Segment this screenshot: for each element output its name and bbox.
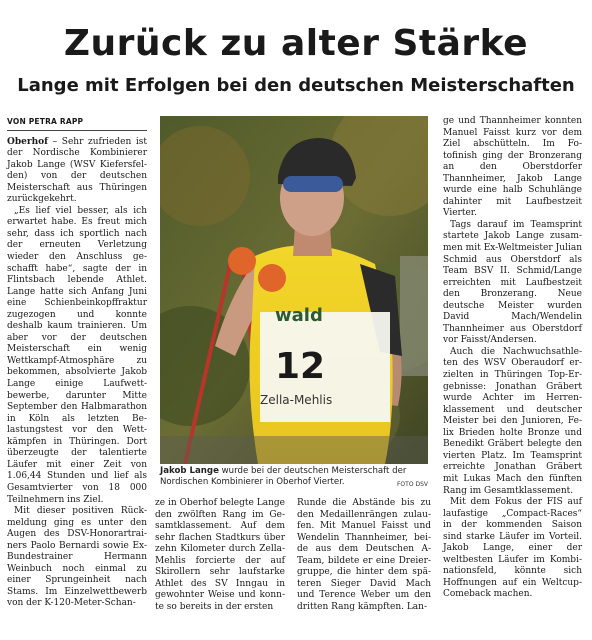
caption-text: wurde bei der deutschen Meisterschaft der Nordischen Kombinierer in Oberhof Vierter. bbox=[160, 466, 407, 487]
caption-name: Jakob Lange bbox=[160, 466, 219, 476]
paragraph: Mit dieser positiven Rückmeldung ging es unter den Augen des DSV-Honorartrainers Paolo Bernardi sowie Ex-Bundestrainer Hermann Weinbuch noch einmal zu einer Sprungeinheit nach Stams. Im Einzelwettbewerb von der K-120-Meter-Schan- bbox=[7, 506, 147, 609]
photo-caption bbox=[160, 466, 428, 490]
photo-credit: FOTO DSV bbox=[396, 481, 428, 488]
paragraph: „Es lief viel besser, als ich erwartet habe. Es freut mich sehr, dass ich sportlich nach der erneuten Verletzung wieder den Anschluss geschafft habe“, sagte der in Flintsbach lebende Athlet. Lange hatte sich Anfang Juni eine Schienbeinkopffraktur zugezogen und konnte deshalb kaum trainieren. Um aber vor der deutschen Meisterschaft ein wenig Wettkampf-Atmosphäre zu bekommen, absolvierte Jakob Lange einige Laufwettbewerbe, darunter Mitte September den Halbmarathon in Köln als letzten Belastungstest vor den Wettkämpfen in Thüringen. Dort überzeugte der talentierte Läufer mit einer Zeit von 1.06,44 Stunden und lief als Gesamtvierter von 18 000 Teilnehmern ins Ziel. bbox=[7, 205, 147, 505]
paragraph: ge und Thannheimer konnten Manuel Faisst kurz vor dem Ziel abschütteln. Im Fotofinish ging der Bronzerang an den Oberstdorfer Thannheimer, Jakob Lange wurde eine halb Schuhlänge dahinter mit Laufbestzeit Vierter. bbox=[443, 116, 582, 219]
paragraph: ze in Oberhof belegte Lange den zwölften Rang im Gesamtklassement. Auf dem sehr flachen Stadtkurs über zehn Kilometer durch Zella-Mehlis forcierte der auf Skirollern sehr laufstarke Athlet des SV Inngau in gewohnter Weise und konnte so bereits in der ersten bbox=[155, 498, 285, 612]
paragraph: Runde die Abstände bis zu den Medaillenrängen zulaufen. Mit Manuel Faisst und Wendelin Thannheimer, beide aus dem Deutschen A-Team, bildete er eine Dreiergruppe, die hinter dem späteren Sieger David Mach und Terence Weber um den dritten Rang kämpften. Lan- bbox=[297, 498, 431, 612]
paragraph: Auch die Nachwuchsathleten des WSV Oberaudorf erzielten in Thüringen Top-Ergebnisse: Jonathan Gräbert wurde Achter im Herrenklassement und deutscher Meister bei den Junioren, Felix Brieden holte Bronze und Benedikt Gräbert belegte den vierten Platz. Im Teamsprint erreichte Jonathan Gräbert mit Lukas Mach den fünften Rang im Gesamtklassement. bbox=[443, 346, 582, 496]
paragraph: Mit dem Fokus der FIS auf laufastige „Compact-Races“ in der kommenden Saison sind starke Läufer im Vorteil. Jakob Lange, einer der weltbesten Läufer im Kombinationsfeld, könnte sich Hoffnungen auf ein Weltcup-Comeback machen. bbox=[443, 497, 582, 600]
lead-text: – Sehr zufrieden ist der Nordische Kombinierer Jakob Lange (WSV Kiefersfelden) von der deutschen Meisterschaft aus Thüringen zurückgekehrt. bbox=[7, 136, 147, 205]
article-column-2 bbox=[155, 498, 285, 613]
byline: VON PETRA RAPP bbox=[7, 116, 147, 131]
article-column-4 bbox=[443, 116, 582, 601]
article-column-3 bbox=[297, 498, 431, 613]
dateline: Oberhof bbox=[7, 136, 49, 147]
headline: Zurück zu alter Stärke bbox=[63, 23, 529, 64]
bib-number: 12 bbox=[275, 346, 326, 387]
paragraph: Tags darauf im Teamsprint startete Jakob Lange zusammen mit Ex-Weltmeister Julian Schmid aus Oberstdorf als Team BSV II. Schmid/Lange erreichten mit Laufbestzeit den Bronzerang. Neue deutsche Meister wurden David Mach/Wendelin Thannheimer aus Oberstdorf vor Faisst/Andersen. bbox=[443, 219, 582, 346]
bib-sponsor-text: wald bbox=[275, 305, 323, 326]
athlete-photo bbox=[160, 116, 428, 464]
article-column-1 bbox=[7, 116, 147, 610]
subheadline: Lange mit Erfolgen bei den deutschen Meisterschaften bbox=[17, 75, 575, 96]
bib-location-text: Zella-Mehlis bbox=[260, 393, 333, 407]
lead-paragraph bbox=[7, 137, 147, 206]
